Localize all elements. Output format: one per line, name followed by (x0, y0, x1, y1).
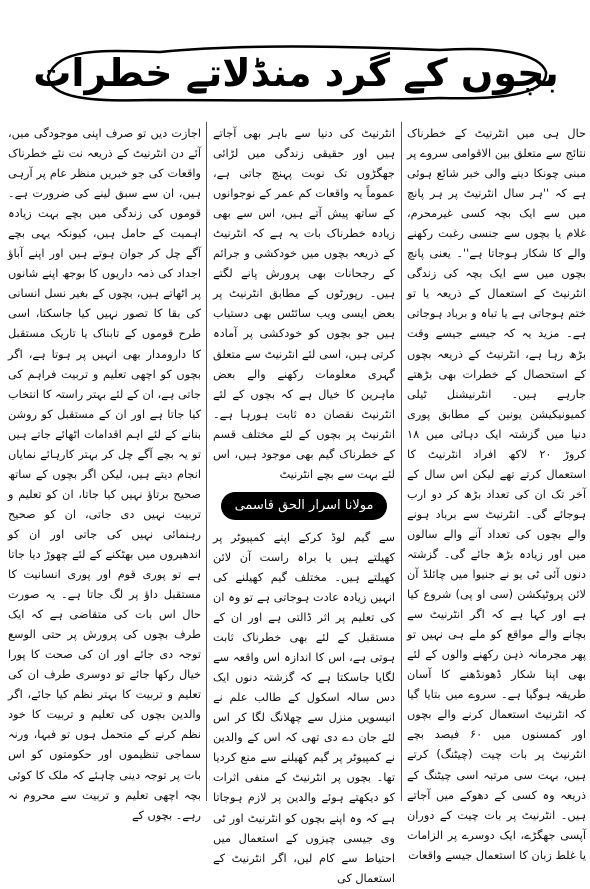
column-right (407, 124, 586, 862)
byline-text: مولانا اسرار الحق قاسمی (234, 498, 374, 514)
column-middle-top-text: انٹرنیٹ کی دنیا سے باہر بھی آجاتے ہیں اور حقیقی زندگی میں لڑائی جھگڑوں تک نوبت پہنچ جاتی ہے، عموماً یہ واقعات کم عمر کے نوجوانوں کے ساتھ پیش آتے ہیں، اس سے بھی زیادہ خطرناک بات یہ ہے کہ انٹرنیٹ کے ذریعہ بچوں میں خودکشی و جرائم کے رجحانات بھی پرورش پانے لگتے ہیں۔ رپورٹوں کے مطابق انٹرنیٹ پر بعض ایسی ویب سائٹس بھی دستیاب ہیں جو بچوں کو خودکشی پر آمادہ کرتی ہیں، اسی لئے انٹرنیٹ سے متعلق گہری معلومات رکھنے والے بعض ماہرین کا خیال ہے کہ بچوں کے لئے انٹرنیٹ نقصان دہ ثابت ہورہا ہے۔ انٹرنیٹ پر بچوں کے لئے مختلف قسم کے خطرناک گیم بھی موجود ہیں، اس لئے بہت سے بچے انٹرنیٹ (213, 127, 395, 481)
headline (33, 42, 559, 104)
headline-text: بچوں کے گرد منڈلاتے خطرات (33, 51, 559, 95)
column-middle-bottom-text: سے گیم لوڈ کرکے اپنے کمپیوٹر پر کھیلتے ہیں یا براہ راست آن لائن کھیلتے ہیں۔ مختلف گیم کھیلنے کی انہیں زیادہ عادت ہوجاتی ہے تو وہ ان کی تعلیم پر اثر ڈالتی ہے اور ان کے مستقبل کے لئے بھی خطرناک ثابت ہوتی ہے، اس کا اندازہ اس واقعہ سے لگایا جاسکتا ہے کہ گزشتہ دنوں ایک دس سالہ اسکول کے طالب علم نے انیسویں منزل سے چھلانگ لگا کر اس لئے جان دے دی تھی کہ اس کے والدین نے کمپیوٹر پر گیم کھیلنے سے منع کردیا تھا۔ بچوں پر انٹرنیٹ کے منفی اثرات کو دیکھتے ہوئے والدین پر لازم ہوجاتا ہے کہ وہ اپنے بچوں کو انٹرنیٹ اور ٹی وی جیسی چیزوں کے استعمال میں احتیاط سے کام لیں، اگر انٹرنیٹ کے استعمال کی (213, 530, 395, 885)
column-right-text: حال ہی میں انٹرنیٹ کے خطرناک نتائج سے متعلق بین الاقوامی سروے پر مبنی چونکا دینے والی خبر شائع ہوئی ہے کہ ''ہر سال انٹرنیٹ پر ہر پانچ میں سے ایک بچہ کسی غیرمحرم، غلام یا بچوں سے جنسی رغبت رکھنے والے کا شکار ہوجاتا ہے''۔ یعنی پانچ بچوں میں سے ایک بچہ کی زندگی انٹرنیٹ کے استعمال کے ذریعہ یا تو ختم ہوجاتی ہے یا تباہ و برباد ہوجاتی ہے۔ مزید یہ کہ جیسے جیسے وقت بڑھ رہا ہے، انٹرنیٹ کے ذریعہ بچوں کے استحصال کے خطرات بھی بڑھتے جارہے ہیں۔ انٹرنیشنل ٹیلی کمیونیکیشن یونین کے مطابق پوری دنیا میں گزشتہ ایک دہائی میں ۱۸ کروڑ ۲۰ لاکھ افراد انٹرنیٹ کا استعمال کرتے تھے لیکن اس سال کے آخر تک ان کی تعداد بڑھ کر دو ارب ہوجائے گی۔ انٹرنیٹ سے برباد ہونے والے بچوں کی تعداد آنے والے سالوں میں اور زیادہ بڑھ جائے گی۔ گزشتہ دنوں آئی ٹی یو نے جنیوا میں چائلڈ آن لائن پروٹیکشن (سی او پی) شروع کیا ہے اور کہا ہے کہ اگر انٹرنیٹ سے بچانے والے مواقع کو ملے ہی نہیں تو پھر مجرمانہ ذہن رکھنے والوں کے لئے بھی اپنا شکار ڈھونڈھنے کا آسان طریقہ ہوگیا ہے۔ سروے میں بتایا گیا کہ انٹرنیٹ استعمال کرنے والے بچوں اور کمسنوں میں ۶۰ فیصد بچے انٹرنیٹ پر بات چیت (چیٹنگ) کرتے ہیں، بہت سی مرتبہ اسی چیٹنگ کے ذریعہ وہ کسی کے دھوکے میں آجاتے ہیں۔ انٹرنیٹ پر بات چیت کے دوران آپسی جھگڑے، ایک دوسرے پر الزامات یا غلط زبان کا استعمال جیسے واقعات (407, 127, 586, 862)
column-middle (213, 124, 395, 885)
column-left-text: اجازت دیں تو صرف اپنی موجودگی میں، آئے دن انٹرنیٹ کے ذریعہ نت نئے خطرناک واقعات کی جو خبریں منظر عام پر آرہی ہیں، ان سے سبق لینے کی ضرورت ہے۔ قوموں کی زندگی میں بچے بہت زیادہ اہمیت کے حامل ہیں، کیونکہ یہی بچے آگے چل کر جوان ہوتے ہیں اور اپنے آباؤ اجداد کی ذمہ داریوں کا بوجھ اپنے شانوں پر اٹھاتے ہیں، بچوں کے بغیر نسل انسانی کی بقا کا تصور نہیں کیا جاسکتا، اسی طرح قوموں کے تابناک یا تاریک مستقبل کا دارومدار بھی انہیں پر ہوتا ہے، اگر بچوں کو اچھی تعلیم و تربیت فراہم کی جاتی ہے، ان کے لئے بہتر راستہ کا انتخاب کیا جاتا ہے اور ان کے مستقبل کو روشن بنانے کے لئے اہم اقدامات اٹھائے جاتے ہیں تو یہ بچے آگے چل کر بہتر کارہائے نمایاں انجام دیتے ہیں، لیکن اگر بچوں کے ساتھ صحیح برتاؤ نہیں کیا جاتا، ان کو تعلیم و تربیت نہیں دی جاتی، ان کو صحیح رہنمائی نہیں کی جاتی اور ان کو اندھیروں میں بھٹکنے کے لئے چھوڑ دیا جاتا ہے تو پوری قوم اور پوری انسانیت کا مستقبل داؤ پر لگ جاتا ہے۔ یہ صورت حال اس بات کی متقاضی ہے کہ ایک طرف بچوں کی پرورش پر حتی الوسع توجہ دی جائے اور ان کی صحت کا پورا خیال رکھا جائے تو دوسری طرف ان کی تعلیم و تربیت کا بہتر نظم کیا جائے، اگر والدین بچوں کی تعلیم و تربیت کا خود نظم کرنے کے متحمل ہوں تو فبہا، ورنہ سماجی تنظیموں اور حکومتوں کو اس بات پر توجہ دینی چاہئے کہ ملک کا کوئی بچہ اچھی تعلیم و تربیت سے محروم نہ رہے۔ بچوں کے (8, 127, 201, 822)
column-left (8, 124, 201, 822)
byline-badge (221, 492, 387, 520)
column-rule-left (206, 122, 207, 801)
column-rule-right (401, 122, 402, 801)
